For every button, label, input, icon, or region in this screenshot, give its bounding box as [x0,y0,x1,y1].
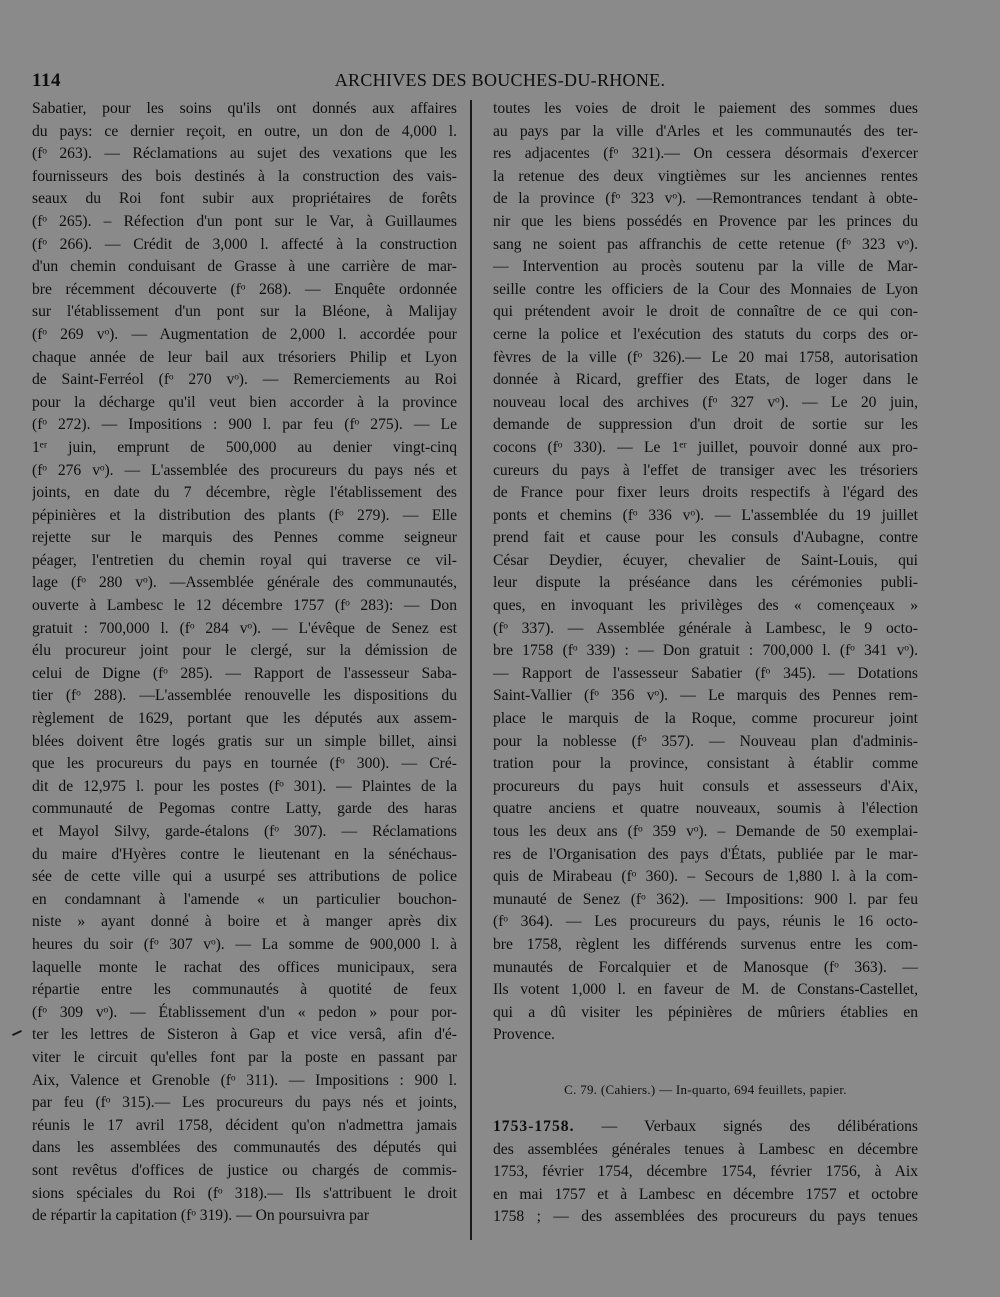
left-column-line: communauté de Pegomas contre Latty, garde des haras [32,800,457,818]
left-column-line: Aix, Valence et Grenoble (fᵒ 311). — Impositions : 900 l. [32,1071,457,1089]
left-column-line: chaque année de leur bail aux trésoriers Philip et Lyon [32,348,457,366]
left-column-line: dit de 12,975 l. pour les postes (fᵒ 301). — Plaintes de la [32,777,457,795]
left-column-line: pour la décharge qu'il veut bien accorder à la province [32,393,457,411]
left-column-line: du maire d'Hyères contre le lieutenant en la sénéchaus- [32,845,457,863]
right-column-line: munauté de Senez (fᵒ 362). — Impositions: 900 l. par feu [493,890,918,908]
right-column-line: cureurs du pays à l'effet de transiger avec les trésoriers [493,461,918,479]
left-column-line: pépinières et la distribution des plants (fᵒ 279). — Elle [32,506,457,524]
left-column-line: répartie entre les communautés à quotité de feux [32,981,457,999]
left-column-line: en condamnant à l'amende « un particulier bouchon- [32,890,457,908]
left-column-line: dans les assemblées des communautés des députés qui [32,1139,457,1157]
left-column-line: élu procureur joint pour le clergé, sur la démission de [32,642,457,660]
right-column-line: (fᵒ 337). — Assemblée générale à Lambesc, le 9 octo- [493,619,918,637]
left-column-line: bre récemment découverte (fᵒ 268). — Enquête ordonnée [32,280,457,298]
right-column-line: la retenue des deux vingtièmes sur les anciennes rentes [493,167,918,185]
left-column-line: tier (fᵒ 288). —L'assemblée renouvelle les dispositions du [32,687,457,705]
right-column-line: place le marquis de la Roque, comme procureur joint [493,710,918,728]
right-column-line: fèvres de la ville (fᵒ 326).— Le 20 mai 1758, autorisation [493,348,918,366]
left-column-line: (fᵒ 309 vᵒ). — Établissement d'un « pedon » pour por- [32,1003,457,1021]
right-column-line: res adjacentes (fᵒ 321).— On cessera désormais d'exercer [493,145,918,163]
left-column-line: seaux du Roi font subir aux propriétaires de forêts [32,190,457,208]
right-column-line: César Deydier, écuyer, chevalier de Saint-Louis, qui [493,551,918,569]
left-column-line: réunis le 17 avril 1758, décident qu'on n'admettra jamais [32,1116,457,1134]
left-column-line: sont revêtus d'offices de justice ou chargés de commis- [32,1161,457,1179]
right-column-line: nouveau local des archives (fᵒ 327 vᵒ). — Le 20 juin, [493,393,918,411]
right-column-line: quis de Mirabeau (fᵒ 360). – Secours de 1,880 l. à la com- [493,868,918,886]
left-column-line: lage (fᵒ 280 vᵒ). —Assemblée générale des communautés, [32,574,457,592]
left-column-line: celui de Digne (fᵒ 285). — Rapport de l'assesseur Saba- [32,664,457,682]
left-column-line: de répartir la capitation (fᵒ 319). — On poursuivra par [32,1207,370,1225]
left-column-line: (fᵒ 263). — Réclamations au sujet des vexations que les [32,145,457,163]
left-column-line: sions spéciales du Roi (fᵒ 318).— Ils s'attribuent le droit [32,1184,457,1202]
right-column-line: seille contre les officiers de la Cour des Monnaies de Lyon [493,280,918,298]
next-entry [493,1116,918,1229]
right-column-line: au pays par la ville d'Arles et les communautés des ter- [493,122,918,140]
left-column-line: (fᵒ 276 vᵒ). — L'assemblée des procureurs du pays nés et [32,461,457,479]
right-column-line: qui a dû visiter les pépinières de mûriers établies en [493,1003,918,1021]
right-column-line: — Intervention au procès soutenu par la ville de Mar- [493,258,918,276]
next-entry-text: — Verbaux signés des délibérations [574,1118,918,1135]
left-column-line: par feu (fᵒ 315).— Les procureurs du pays nés et joints, [32,1094,457,1112]
margin-mark [12,1030,22,1036]
left-column-line: du pays: ce dernier reçoit, en outre, un don de 4,000 l. [32,122,457,140]
right-column-line: quatre anciens et quatre nouveaux, soumis à l'élection [493,800,918,818]
left-column-line: et Mayol Silvy, garde-étalons (fᵒ 307). — Réclamations [32,823,457,840]
right-column-line: qui prétendent avoir le droit de connaître de ce qui con- [493,303,918,321]
right-column-line: de France pour fixer leurs droits respectifs à l'égard des [493,484,918,502]
left-column-line: joints, en date du 7 décembre, règle l'établissement des [32,484,457,502]
right-column-line: tous les deux ans (fᵒ 359 vᵒ). – Demande de 50 exemplai- [493,823,918,840]
left-column-line: fournisseurs des bois destinés à la construction des vais- [32,167,457,185]
left-column-line: laquelle monte le rachat des offices municipaux, sera [32,958,457,976]
left-column-line: règlement de 1629, portant que les députés aux assem- [32,710,457,728]
left-column-line: niste » ayant donné à boire et à manger après dix [32,913,457,931]
right-column-line: donnée à Ricard, greffier des Etats, de loger dans le [493,371,918,389]
left-column-line: ouverte à Lambesc le 12 décembre 1757 (fᵒ 283): — Don [32,597,457,615]
right-column-line: bre 1758 (fᵒ 339) : — Don gratuit : 700,000 l. (fᵒ 341 vᵒ). [493,642,918,660]
right-column-line: res de l'Organisation des pays d'États, publiée par le mar- [493,845,918,863]
left-column-line: sur l'établissement d'un pont sur la Bléone, à Malijay [32,303,457,321]
next-entry-line: des assemblées générales tenues à Lambesc en décembre [493,1140,918,1158]
next-entry-first-line [493,1116,918,1139]
next-entry-line: 1758 ; — des assemblées des procureurs du pays tenues [493,1208,918,1226]
left-column-line: que les procureurs du pays en tournée (fᵒ 300). — Cré- [32,755,457,773]
right-column-line: leur dispute la préséance dans les cérémonies publi- [493,574,918,592]
right-column-line: ques, en invoquant les privilèges des « començeaux » [493,597,918,615]
right-column-line: toutes les voies de droit le paiement des sommes dues [493,100,918,117]
right-column-line: cocons (fᵒ 330). — Le 1ᵉʳ juillet, pouvoir donné aux pro- [493,438,918,456]
left-column-line: gratuit : 700,000 l. (fᵒ 284 vᵒ). — L'évêque de Senez est [32,619,457,637]
running-head: ARCHIVES DES BOUCHES-DU-RHONE. [334,70,666,90]
left-column [32,98,457,1228]
left-column-line: blées doivent être logés gratis sur un simple billet, ainsi [32,732,457,750]
archive-caption: C. 79. (Cahiers.) — In-quarto, 694 feuillets, papier. [564,1082,847,1097]
right-column-line: tration pour la province, consistant à établir comme [493,755,918,773]
left-column-line: (fᵒ 269 vᵒ). — Augmentation de 2,000 l. accordée pour [32,325,457,343]
left-column-line: de Saint-Ferréol (fᵒ 270 vᵒ). — Remerciements au Roi [32,371,457,389]
right-column-line: sang ne soient pas affranchis de cette retenue (fᵒ 323 vᵒ). [493,235,918,253]
right-column [493,98,918,1047]
column-divider [470,100,472,1240]
right-column-line: prend fait et cause pour les consuls d'Aubagne, contre [493,529,918,547]
right-column-line: cerne la police et l'exécution des statuts du corps des or- [493,325,918,343]
right-column-line: pour la noblesse (fᵒ 357). — Nouveau plan d'adminis- [493,732,918,750]
left-column-line: (fᵒ 266). — Crédit de 3,000 l. affecté à la construction [32,235,457,253]
right-column-line: demande de suppression d'un droit de sortie sur les [493,416,918,434]
page-number: 114 [32,70,61,91]
right-column-line: bre 1758, règlent les différends survenus entre les com- [493,935,918,953]
right-column-line: — Rapport de l'assesseur Sabatier (fᵒ 345). — Dotations [493,664,918,682]
right-column-line: de la province (fᵒ 323 vᵒ). —Remontrances tendant à obte- [493,190,918,208]
right-column-line: procureurs du pays huit consuls et assesseurs d'Aix, [493,777,918,795]
right-column-line: ponts et chemins (fᵒ 336 vᵒ). — L'assemblée du 19 juillet [493,506,918,524]
right-column-line: munautés de Forcalquier et de Manosque (fᵒ 363). — [493,958,918,976]
left-column-line: Sabatier, pour les soins qu'ils ont donnés aux affaires [32,100,457,117]
right-column-line: Provence. [493,1026,555,1044]
left-column-line: ter les lettres de Sisteron à Gap et vice versâ, afin d'é- [32,1026,457,1044]
left-column-line: rejette sur le marquis des Pennes comme seigneur [32,529,457,547]
left-column-line: heures du soir (fᵒ 307 vᵒ). — La somme de 900,000 l. à [32,935,457,953]
right-column-line: (fᵒ 364). — Les procureurs du pays, réunis le 16 octo- [493,913,918,931]
next-entry-date: 1753-1758. [493,1118,575,1135]
left-column-line: péager, l'entretien du chemin royal qui traverse ce vil- [32,551,457,569]
left-column-line: (fᵒ 265). – Réfection d'un pont sur le Var, à Guillaumes [32,212,457,230]
left-column-line: sée de cette ville qui a usurpé ses attributions de police [32,868,457,886]
left-column-line: (fᵒ 272). — Impositions : 900 l. par feu (fᵒ 275). — Le [32,416,457,434]
right-column-line: nir que les biens possédés en Provence par les princes du [493,212,918,230]
next-entry-line: en mai 1757 et à Lambesc en décembre 1757 et octobre [493,1185,918,1203]
left-column-line: d'un chemin conduisant de Grasse à une carrière de mar- [32,258,457,276]
next-entry-line: 1753, février 1754, décembre 1754, février 1756, à Aix [493,1163,918,1181]
left-column-line: 1ᵉʳ juin, emprunt de 500,000 au denier vingt-cinq [32,438,457,456]
right-column-line: Saint-Vallier (fᵒ 356 vᵒ). — Le marquis des Pennes rem- [493,687,918,705]
left-column-line: viter le circuit qu'elles font par la poste en passant par [32,1048,457,1066]
right-column-line: Ils votent 1,000 l. en faveur de M. de Constans-Castellet, [493,981,918,999]
